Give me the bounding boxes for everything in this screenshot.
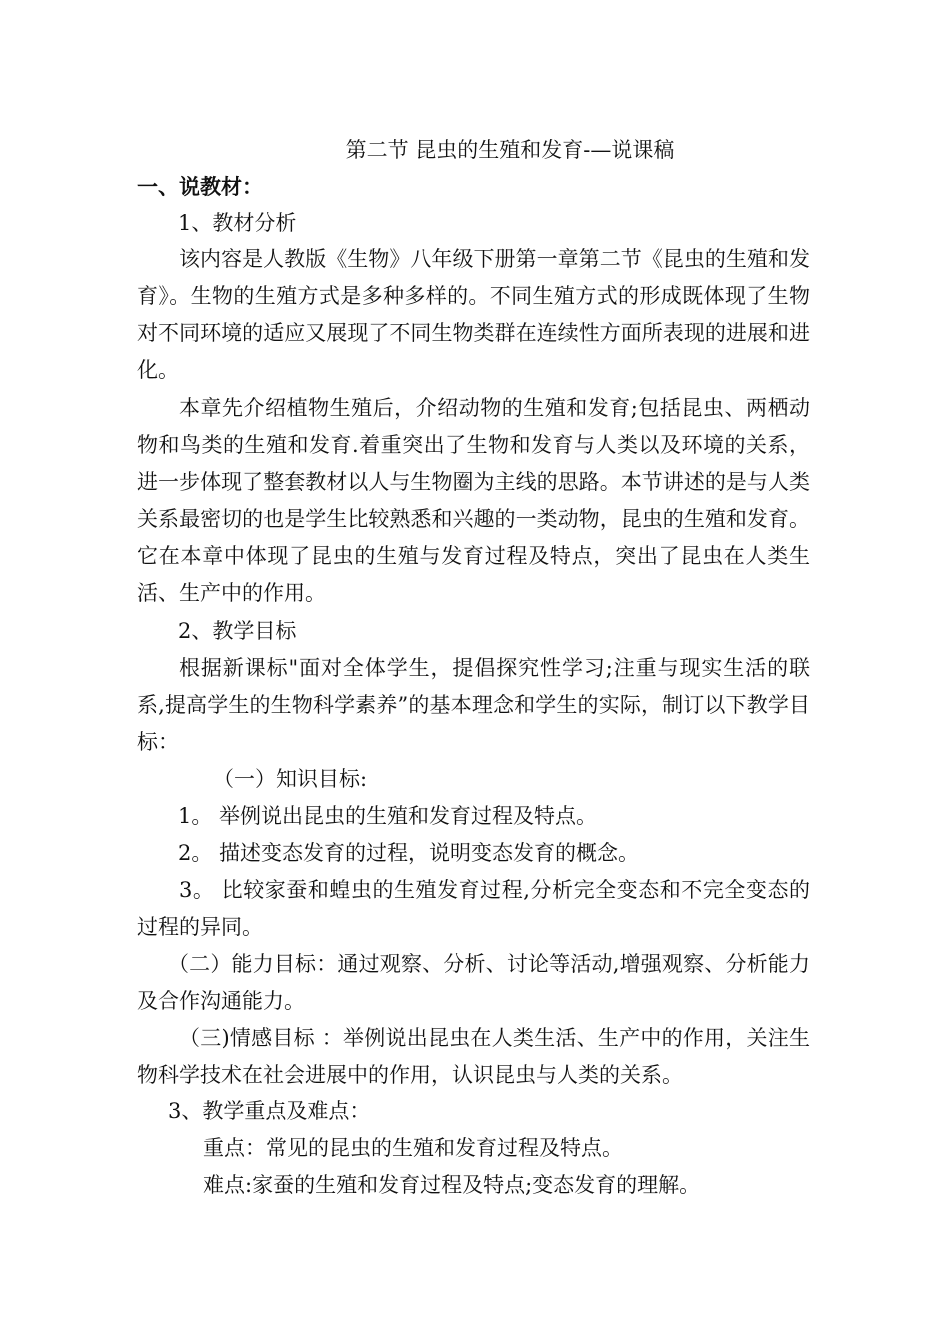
goal-knowledge-item: 1。 举例说出昆虫的生殖和发育过程及特点。: [178, 804, 598, 828]
subheading-key-points: 3、教学重点及难点：: [168, 1099, 371, 1123]
subheading-goals: 2、教学目标: [178, 619, 297, 643]
subheading-analysis: 1、教材分析: [178, 211, 297, 235]
goal-knowledge-title: （一）知识目标:: [213, 767, 368, 791]
difficulty-point: 难点:家蚕的生殖和发育过程及特点;变态发育的理解。: [203, 1173, 701, 1197]
goal-ability: （二）能力目标：通过观察、分析、讨论等活动,增强观察、分析能力及合作沟通能力。: [137, 952, 810, 1013]
section-heading-textbook: 一、说教材：: [137, 174, 263, 199]
paragraph-goals-intro: 根据新课标"面对全体学生，提倡探究性学习;注重与现实生活的联系,提高学生的生物科学素养”的基本理念和学生的实际，制订以下教学目标：: [137, 656, 810, 754]
goal-knowledge-item: 2。 描述变态发育的过程，说明变态发育的概念。: [178, 841, 640, 865]
paragraph-analysis-2: 本章先介绍植物生殖后，介绍动物的生殖和发育;包括昆虫、两栖动物和鸟类的生殖和发育.着重突出了生物和发育与人类以及环境的关系，进一步体现了整套教材以人与生物圈为主线的思路。本节讲述的是与人类关系最密切的也是学生比较熟悉和兴趣的一类动物，昆虫的生殖和发育。它在本章中体现了昆虫的生殖与发育过程及特点，突出了昆虫在人类生活、生产中的作用。: [137, 396, 810, 605]
goal-knowledge-item: 3。 比较家蚕和蝗虫的生殖发育过程,分析完全变态和不完全变态的过程的异同。: [137, 878, 810, 939]
paragraph-analysis-1: 该内容是人教版《生物》八年级下册第一章第二节《昆虫的生殖和发育》。生物的生殖方式是多种多样的。不同生殖方式的形成既体现了生物对不同环境的适应又展现了不同生物类群在连续性方面所表现的进展和进化。: [137, 247, 810, 382]
goal-emotion: （三)情感目标 ：举例说出昆虫在人类生活、生产中的作用，关注生物科学技术在社会进展中的作用，认识昆虫与人类的关系。: [137, 1026, 810, 1087]
page-title: 第二节 昆虫的生殖和发育-—说课稿: [345, 138, 675, 162]
key-point: 重点：常见的昆虫的生殖和发育过程及特点。: [203, 1136, 623, 1160]
